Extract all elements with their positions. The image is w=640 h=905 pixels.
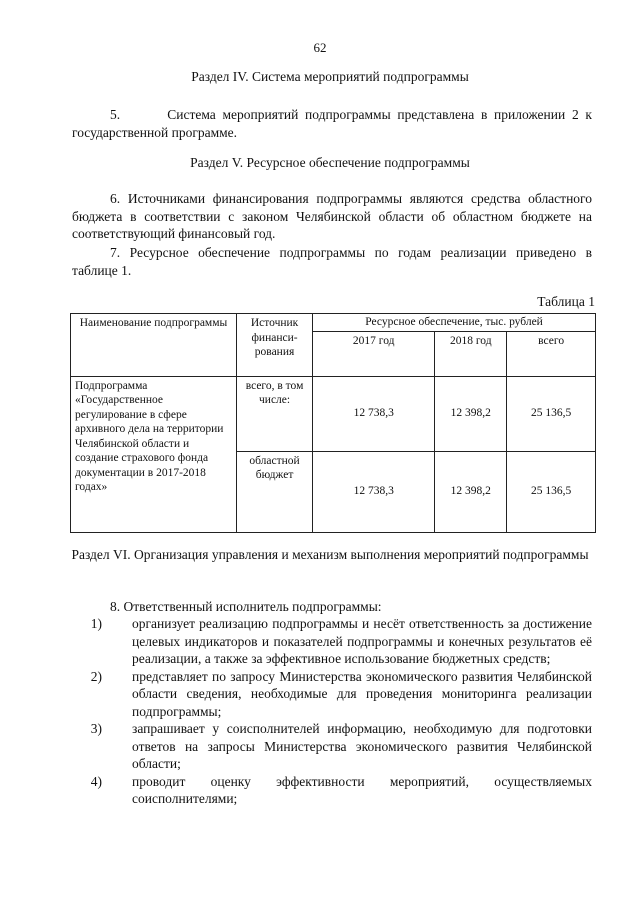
resource-table [70,313,596,533]
header-2017: 2017 год [313,331,435,376]
list-item-text: проводит оценку эффективности мероприятий, осуществляемых соисполнителями; [132,773,592,806]
list-item [72,668,592,721]
table-row [71,376,596,451]
source-cell: областной бюджет [236,451,312,532]
list-item-text: запрашивает у соисполнителей информацию, необходимую для подготовки ответов на запросы Министерства экономического развития Челябинской области; [132,721,592,771]
section-5-title: Раздел V. Ресурсное обеспечение подпрограммы [190,155,470,170]
header-name: Наименование подпрограммы [71,314,237,377]
list-item-text: представляет по запросу Министерства экономического развития Челябинской области сведения, необходимые для проведения мониторинга реализации подпрограммы; [132,668,592,719]
program-name-cell: Подпрограмма «Государственное регулирование в сфере архивного дела на территории Челябинской области и создание страхового фонда документации в 2017-2018 годах» [71,376,237,532]
table-header-row [71,314,596,332]
list-item [72,720,592,773]
source-cell: всего, в том числе: [236,376,312,451]
list-item-number: 2) [90,668,102,684]
list-item [72,615,592,668]
paragraph-5: 5. Система мероприятий подпрограммы представлена в приложении 2 к государственной программе. [72,107,592,140]
header-resources: Ресурсное обеспечение, тыс. рублей [313,314,596,332]
list-item-number: 3) [90,721,102,736]
table-caption: Таблица 1 [537,294,595,309]
list-item-text: организует реализацию подпрограммы и несёт ответственность за достижение целевых индикаторов и показателей подпрограммы и конечных результатов её реализации, а также за эффективное использование бюджетных средств; [132,616,592,666]
value-2017-cell: 12 738,3 [313,451,435,532]
paragraph-7: 7. Ресурсное обеспечение подпрограммы по годам реализации приведено в таблице 1. [72,245,592,278]
paragraph-8: 8. Ответственный исполнитель подпрограммы: [110,599,382,614]
list-item [72,773,592,808]
section-4-title: Раздел IV. Система мероприятий подпрограммы [191,69,469,84]
header-source-text: Источник финанси- рования [250,317,299,358]
section-6-title: Раздел VI. Организация управления и механизм выполнения мероприятий подпрограммы [71,547,589,562]
value-2017-cell: 12 738,3 [313,376,435,451]
responsibilities-list [72,615,592,808]
paragraph-6: 6. Источниками финансирования подпрограммы являются средства областного бюджета в соответствии с законом Челябинской области об областном бюджете на соответствующий финансовый год. [72,191,592,241]
value-total-cell: 25 136,5 [507,451,596,532]
value-2018-cell: 12 398,2 [435,376,507,451]
page-number: 62 [313,40,327,55]
list-item-number: 1) [90,616,102,631]
list-item-number: 4) [90,773,102,789]
value-total-cell: 25 136,5 [507,376,596,451]
value-2018-cell: 12 398,2 [435,451,507,532]
header-total: всего [507,331,596,376]
header-2018: 2018 год [435,331,507,376]
header-source [236,314,312,377]
